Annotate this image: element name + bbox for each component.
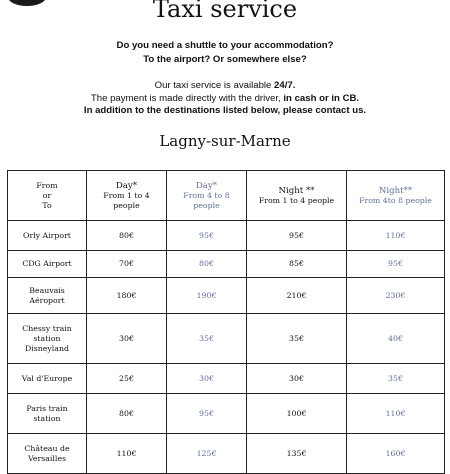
header-day-large: Day* From 4 to 8 people xyxy=(167,171,247,221)
price-day-large: 95€ xyxy=(167,394,247,434)
page-title: Taxi service xyxy=(152,0,298,23)
destinations-note: In addition to the destinations listed below, please contact us. xyxy=(83,105,367,116)
price-day-small: 180€ xyxy=(87,278,167,314)
destination-cell: CDG Airport xyxy=(8,251,87,278)
price-day-large: 35€ xyxy=(167,314,247,364)
price-day-small: 80€ xyxy=(87,221,167,251)
destination-cell: Orly Airport xyxy=(8,221,87,251)
table-row xyxy=(8,278,445,314)
price-night-large: 230€ xyxy=(347,278,445,314)
price-day-small: 30€ xyxy=(87,314,167,364)
price-day-small: 70€ xyxy=(87,251,167,278)
price-night-large: 110€ xyxy=(347,221,445,251)
price-night-large: 160€ xyxy=(347,434,445,474)
payment-prefix: The payment is made directly with the driver, xyxy=(90,92,284,104)
intro-text xyxy=(0,39,450,66)
price-day-large: 190€ xyxy=(167,278,247,314)
destination-cell: Chessy train station Disneyland xyxy=(8,314,87,364)
availability-line xyxy=(0,80,450,93)
price-night-large: 40€ xyxy=(347,314,445,364)
price-night-large: 95€ xyxy=(347,251,445,278)
header-night-small: Night ** From 1 to 4 people xyxy=(247,171,347,221)
table-row xyxy=(8,251,445,278)
header-day-small: Day* From 1 to 4 people xyxy=(87,171,167,221)
price-day-large: 95€ xyxy=(167,221,247,251)
table-row xyxy=(8,364,445,394)
price-night-small: 85€ xyxy=(247,251,347,278)
rates-table xyxy=(7,170,445,474)
price-day-large: 80€ xyxy=(167,251,247,278)
info-text xyxy=(0,80,450,118)
price-day-large: 125€ xyxy=(167,434,247,474)
table-row xyxy=(8,434,445,474)
payment-line xyxy=(0,93,450,106)
price-night-large: 35€ xyxy=(347,364,445,394)
city-heading: Lagny-sur-Marne xyxy=(159,132,291,150)
destination-cell: Val d'Europe xyxy=(8,364,87,394)
header-night-large: Night** From 4to 8 people xyxy=(347,171,445,221)
table-row xyxy=(8,394,445,434)
price-day-small: 80€ xyxy=(87,394,167,434)
price-day-small: 110€ xyxy=(87,434,167,474)
intro-line: To the airport? Or somewhere else? xyxy=(143,53,307,65)
price-day-small: 25€ xyxy=(87,364,167,394)
availability-prefix: Our taxi service is available xyxy=(154,80,275,91)
destination-cell: Château de Versailles xyxy=(8,434,87,474)
payment-methods: in cash or in CB. xyxy=(283,92,360,104)
destination-cell: Beauvais Aéroport xyxy=(8,278,87,314)
price-night-small: 35€ xyxy=(247,314,347,364)
price-night-small: 100€ xyxy=(247,394,347,434)
price-night-small: 30€ xyxy=(247,364,347,394)
price-night-small: 95€ xyxy=(247,221,347,251)
table-row xyxy=(8,221,445,251)
availability-value: 24/7. xyxy=(274,80,296,91)
price-night-small: 135€ xyxy=(247,434,347,474)
destination-cell: Paris train station xyxy=(8,394,87,434)
intro-line: Do you need a shuttle to your accommodation? xyxy=(116,40,334,51)
price-day-large: 30€ xyxy=(167,364,247,394)
price-night-small: 210€ xyxy=(247,278,347,314)
header-from: From or To xyxy=(8,171,87,221)
table-row xyxy=(8,314,445,364)
price-night-large: 110€ xyxy=(347,394,445,434)
table-header-row xyxy=(8,171,445,221)
